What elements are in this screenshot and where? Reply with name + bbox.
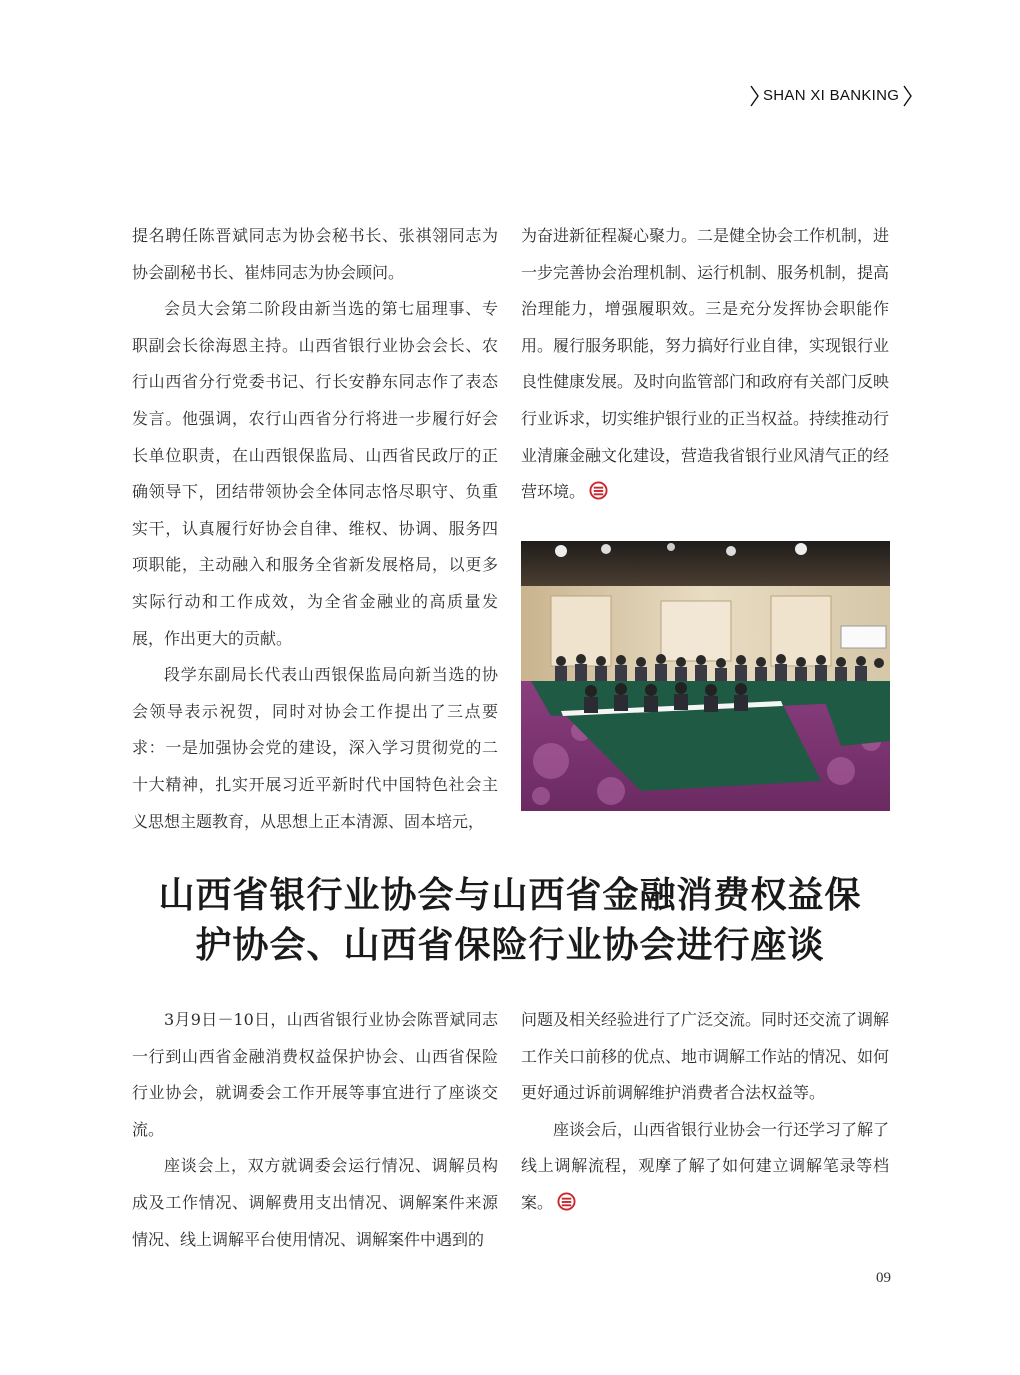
header-section-tag <box>750 85 912 107</box>
article1-right-column <box>521 218 889 511</box>
page-number: 09 <box>876 1270 891 1286</box>
article1-paragraph-text: 为奋进新征程凝心聚力。二是健全协会工作机制，进一步完善协会治理机制、运行机制、服务机制，提高治理能力，增强履职效。三是充分发挥协会职能作用。履行服务职能，努力搞好行业自律，实现银行业良性健康发展。及时向监管部门和政府有关部门反映行业诉求，切实维护银行业的正当权益。持续推动行业清廉金融文化建设，营造我省银行业风清气正的经营环境。 <box>521 226 890 502</box>
article1-paragraph: 提名聘任陈晋斌同志为协会秘书长、张祺翎同志为协会副秘书长、崔炜同志为协会顾问。 <box>132 226 498 282</box>
meeting-photo <box>521 541 890 811</box>
article2-right-column <box>521 1002 889 1222</box>
article-end-mark-icon <box>589 481 608 500</box>
article1-paragraph <box>521 218 889 511</box>
right-chevron-icon <box>902 85 912 107</box>
header-tag-text: SHAN XI BANKING <box>763 87 900 104</box>
article2-paragraph <box>521 1112 889 1222</box>
article2-left-column <box>132 1002 498 1258</box>
article2-paragraph: 3月9日－10日，山西省银行业协会陈晋斌同志一行到山西省金融消费权益保护协会、山西省保险行业协会，就调委会工作开展等事宜进行了座谈交流。 <box>132 1010 498 1139</box>
article1-paragraph: 段学东副局长代表山西银保监局向新当选的协会领导表示祝贺，同时对协会工作提出了三点要求：一是加强协会党的建设，深入学习贯彻党的二十大精神，扎实开展习近平新时代中国特色社会主义思想主题教育，从思想上正本清源、固本培元， <box>132 665 498 831</box>
headline-line-2: 护协会、山西省保险行业协会进行座谈 <box>195 924 825 966</box>
headline-line-1: 山西省银行业协会与山西省金融消费权益保 <box>158 874 862 916</box>
article2-paragraph: 座谈会上，双方就调委会运行情况、调解员构成及工作情况、调解费用支出情况、调解案件来源情况、线上调解平台使用情况、调解案件中遇到的 <box>132 1156 498 1249</box>
article2-paragraph-text: 座谈会后，山西省银行业协会一行还学习了解了线上调解流程，观摩了解了如何建立调解笔录等档案。 <box>521 1119 890 1212</box>
article1-left-column <box>132 218 498 840</box>
article1-paragraph: 会员大会第二阶段由新当选的第七届理事、专职副会长徐海恩主持。山西省银行业协会会长、农行山西省分行党委书记、行长安静东同志作了表态发言。他强调，农行山西省分行将进一步履行好会长单位职责，在山西银保监局、山西省民政厅的正确领导下，团结带领协会全体同志恪尽职守、负重实干，认真履行好协会自律、维权、协调、服务四项职能，主动融入和服务全省新发展格局，以更多实际行动和工作成效，为全省金融业的高质量发展，作出更大的贡献。 <box>132 299 498 648</box>
article-end-mark-icon <box>557 1192 576 1211</box>
article2-headline <box>120 870 900 970</box>
article2-paragraph: 问题及相关经验进行了广泛交流。同时还交流了调解工作关口前移的优点、地市调解工作站的情况、如何更好通过诉前调解维护消费者合法权益等。 <box>521 1010 890 1103</box>
left-chevron-icon <box>750 85 760 107</box>
